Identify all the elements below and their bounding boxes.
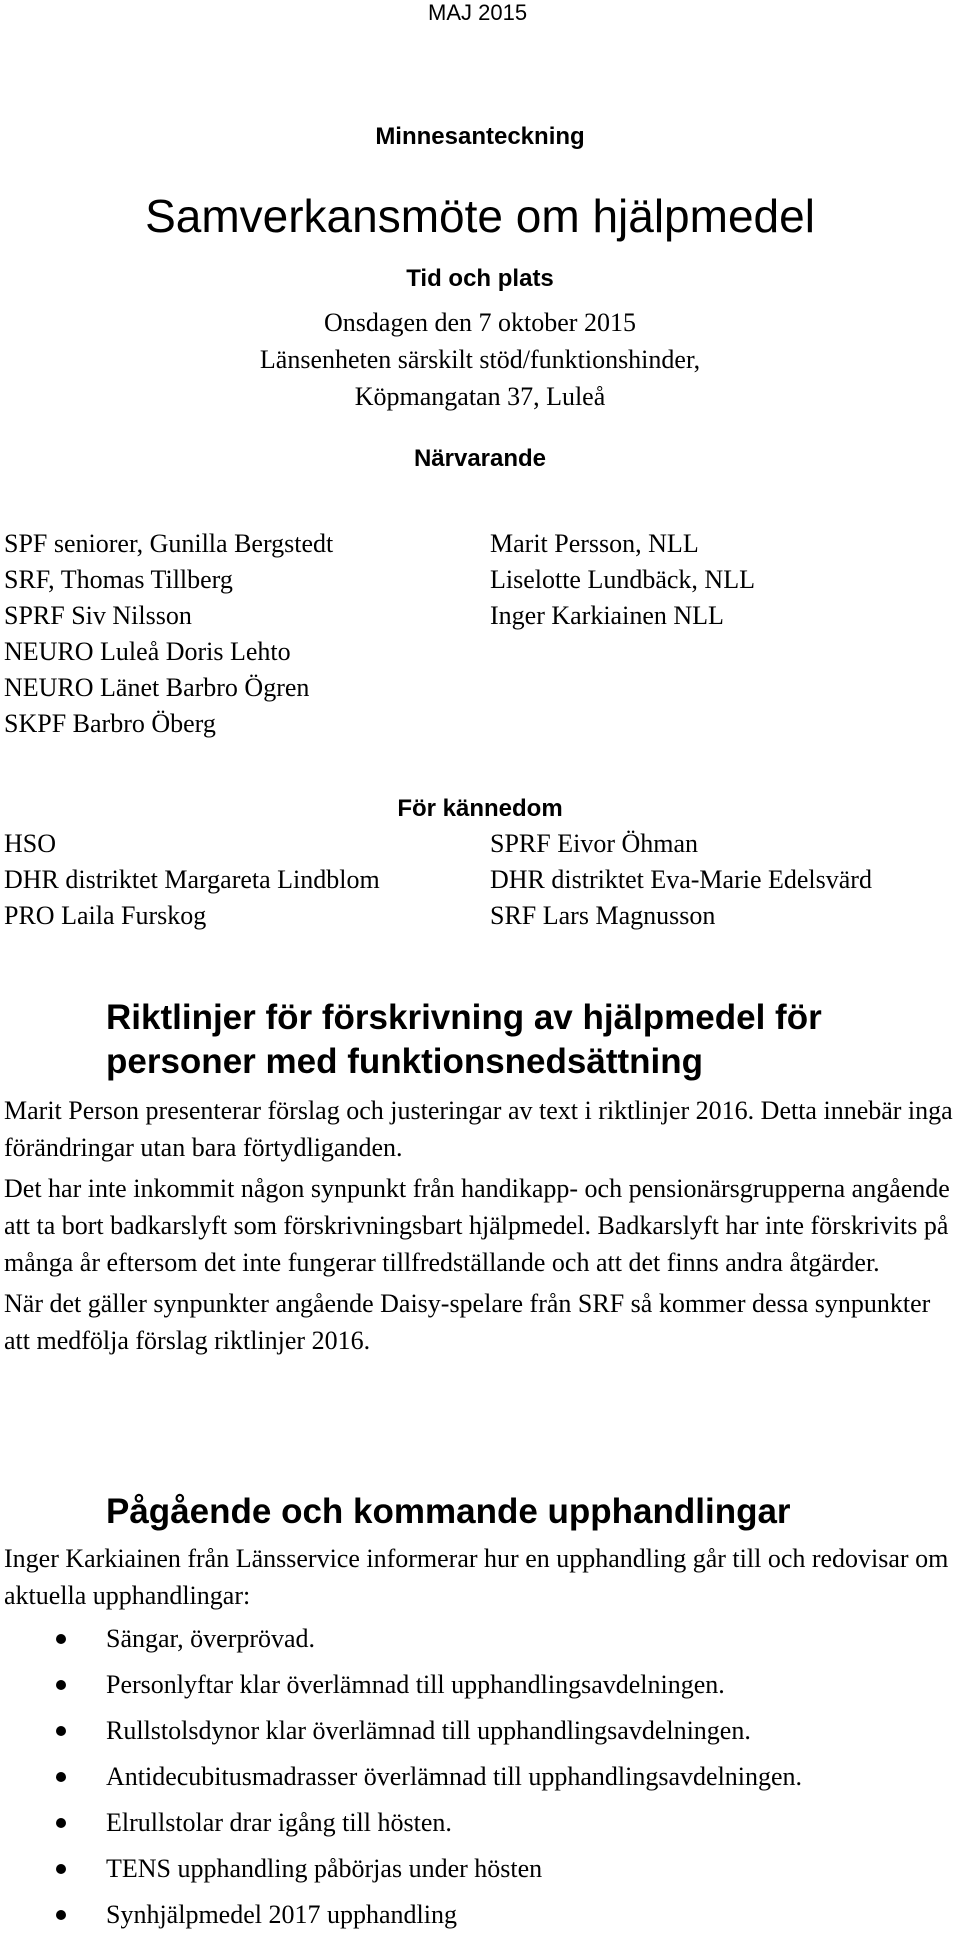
- document-title: Samverkansmöte om hjälpmedel: [145, 190, 815, 242]
- bullet-icon: [56, 1910, 66, 1920]
- attendee: SPF seniorer, Gunilla Bergstedt: [4, 529, 334, 558]
- attendee: SRF, Thomas Tillberg: [4, 565, 233, 594]
- riktlinjer-heading-line1: Riktlinjer för förskrivning av hjälpmedel för: [106, 998, 822, 1037]
- list-item-text: Elrullstolar drar igång till hösten.: [106, 1808, 452, 1837]
- bullet-icon: [56, 1772, 66, 1782]
- paragraph: När det gäller synpunkter angående Daisy-spelare från SRF så kommer dessa synpunkter att medfölja förslag riktlinjer 2016.: [4, 1289, 931, 1355]
- bullet-icon: [56, 1680, 66, 1690]
- upphandlingar-list: [0, 1616, 802, 1938]
- recipient: SRF Lars Magnusson: [490, 901, 716, 930]
- header-date: MAJ 2015: [428, 0, 528, 25]
- recipient: SPRF Eivor Öhman: [490, 829, 699, 858]
- riktlinjer-body: [4, 1092, 954, 1359]
- bullet-icon: [56, 1818, 66, 1828]
- meeting-date: Onsdagen den 7 oktober 2015: [324, 308, 636, 337]
- attendee: Inger Karkiainen NLL: [490, 601, 724, 630]
- list-item-text: Antidecubitusmadrasser överlämnad till upphandlingsavdelningen.: [106, 1762, 803, 1791]
- document-subtitle: Minnesanteckning: [375, 123, 585, 150]
- tid-och-plats-details: [0, 304, 960, 415]
- attendee: SPRF Siv Nilsson: [4, 601, 192, 630]
- recipient: HSO: [4, 829, 57, 858]
- upphandlingar-heading: Pågående och kommande upphandlingar: [106, 1492, 791, 1531]
- attendee: Marit Persson, NLL: [490, 529, 699, 558]
- list-item: [0, 1892, 802, 1938]
- upphandlingar-intro: Inger Karkiainen från Länsservice informerar hur en upphandling går till och redovisar om aktuella upphandlingar:: [4, 1544, 949, 1610]
- attendee: NEURO Länet Barbro Ögren: [4, 673, 310, 702]
- list-item: [0, 1800, 802, 1846]
- riktlinjer-heading-line2: personer med funktionsnedsättning: [106, 1042, 703, 1081]
- riktlinjer-heading: [106, 996, 822, 1084]
- attendee: SKPF Barbro Öberg: [4, 709, 216, 738]
- list-item: [0, 1754, 802, 1800]
- for-kannedom-left-list: [4, 826, 380, 934]
- attendee: NEURO Luleå Doris Lehto: [4, 637, 291, 666]
- recipient: DHR distriktet Margareta Lindblom: [4, 865, 380, 894]
- bullet-icon: [56, 1864, 66, 1874]
- list-item: [0, 1616, 802, 1662]
- narvarande-left-list: [4, 526, 333, 742]
- list-item: [0, 1662, 802, 1708]
- bullet-icon: [56, 1726, 66, 1736]
- list-item: [0, 1846, 802, 1892]
- recipient: PRO Laila Furskog: [4, 901, 207, 930]
- recipient: DHR distriktet Eva-Marie Edelsvärd: [490, 865, 872, 894]
- attendee: Liselotte Lundbäck, NLL: [490, 565, 755, 594]
- narvarande-heading: Närvarande: [413, 445, 547, 472]
- list-item-text: TENS upphandling påbörjas under hösten: [106, 1854, 543, 1883]
- meeting-location-line1: Länsenheten särskilt stöd/funktionshinder,: [259, 345, 701, 374]
- tid-och-plats-heading: Tid och plats: [406, 265, 554, 292]
- narvarande-right-list: [490, 526, 755, 634]
- paragraph: Marit Person presenterar förslag och justeringar av text i riktlinjer 2016. Detta innebär inga förändringar utan bara förtydliganden.: [4, 1096, 953, 1162]
- for-kannedom-right-list: [490, 826, 872, 934]
- list-item-text: Rullstolsdynor klar överlämnad till upphandlingsavdelningen.: [106, 1716, 751, 1745]
- list-item-text: Synhjälpmedel 2017 upphandling: [106, 1900, 457, 1929]
- bullet-icon: [56, 1634, 66, 1644]
- paragraph: Det har inte inkommit någon synpunkt från handikapp- och pensionärsgrupperna angående att ta bort badkarslyft som förskrivningsbart hjälpmedel. Badkarslyft har inte förskrivits på många år eftersom det inte fungerar tillfredställande och att det finns andra åtgärder.: [4, 1174, 950, 1277]
- list-item-text: Sängar, överprövad.: [106, 1624, 316, 1653]
- list-item: [0, 1708, 802, 1754]
- meeting-location-line2: Köpmangatan 37, Luleå: [354, 382, 606, 411]
- for-kannedom-heading: För kännedom: [397, 795, 563, 822]
- list-item-text: Personlyftar klar överlämnad till upphandlingsavdelningen.: [106, 1670, 725, 1699]
